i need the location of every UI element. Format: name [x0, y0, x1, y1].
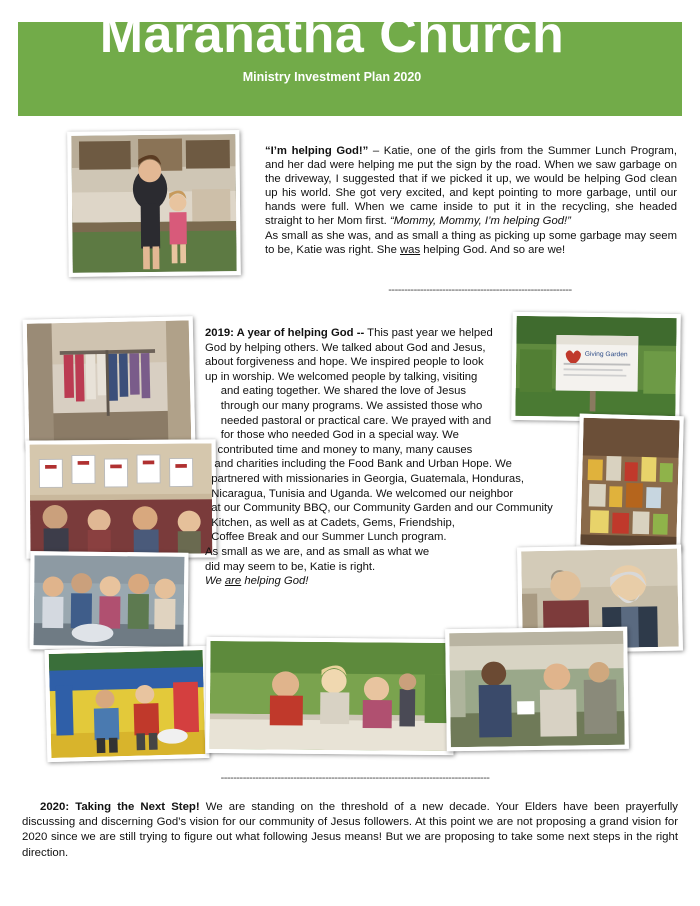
divider-top: ---------------------------------------------------------- [388, 284, 572, 296]
story-line: partnered with missionaries in Georgia, Guatemala, Honduras, [205, 472, 524, 485]
photo-clothing-racks [23, 316, 196, 450]
photo-kids-on-blanket [205, 637, 454, 755]
photo-katie-and-woman [67, 130, 241, 277]
photo-outdoor-gathering [445, 627, 629, 752]
photo-outdoor-gathering-graphic [449, 631, 625, 747]
story-line: 2019: A year of helping God -- This past year we helped [205, 327, 493, 339]
page-subtitle: Ministry Investment Plan 2020 [242, 70, 422, 84]
divider-bottom: ------------------------------------------------------------------------------------- [220, 772, 490, 784]
story-line: needed pastoral or practical care. We prayed with and [205, 414, 492, 427]
story-block [205, 326, 575, 589]
photo-kids-on-blanket-graphic [210, 641, 451, 751]
photo-girls-group-graphic [34, 555, 185, 647]
story-line: through our many programs. We assisted those who [205, 399, 483, 412]
photo-katie-and-woman-graphic [71, 134, 236, 273]
story-line: We are helping God! [205, 575, 309, 588]
story-line: Coffee Break and our Summer Lunch program. [205, 531, 447, 544]
story-line: up in worship. We welcomed people by talking, visiting [205, 370, 478, 383]
story-line: about forgiveness and hope. We inspired people to look [205, 356, 484, 369]
story-line: at our Community BBQ, our Community Garden and our Community [205, 502, 553, 515]
photo-bouncy-castle-kids-graphic [49, 650, 206, 758]
story-line: Nicaragua, Tunisia and Uganda. We welcomed our neighbor [205, 487, 514, 500]
story-line: Kitchen, as well as at Cadets, Gems, Friendship, [205, 516, 455, 529]
story-line: did may seem to be, Katie is right. [205, 560, 376, 573]
story-line: for those who needed God in a special way. We [205, 429, 459, 442]
story-line: God by helping others. We talked about God and Jesus, [205, 341, 486, 354]
intro-paragraph: “I’m helping God!” – Katie, one of the girls from the Summer Lunch Program, and her dad were helping me put the sign by the road. When we saw garbage on the driveway, I suggested that if we picked it up, we would be helping God clean up his world. She got very excited, and kept pointing to more garbage, until our hands were full. When we came inside to put it in the recycling, she headed straight to her Mom first. “Mommy, Mommy, I’m helping God!” As small as she was, and as small a thing as picking up some garbage may seem to be, Katie was right. She was helping God. And so are we! [265, 145, 677, 256]
story-line: contributed time and money to many, many causes [205, 443, 473, 456]
story-line: As small as we are, and as small as what we [205, 545, 430, 558]
svg-text:Giving Garden: Giving Garden [584, 350, 628, 359]
page-title: Maranatha Church [99, 6, 565, 64]
story-line: and charities including the Food Bank and Urban Hope. We [205, 458, 512, 471]
photo-bouncy-castle-kids [45, 646, 210, 762]
photo-children-crafts [26, 439, 217, 558]
photo-clothing-racks-graphic [27, 320, 192, 445]
photo-girls-group [29, 551, 188, 651]
photo-food-donations [576, 414, 683, 552]
photo-children-crafts-graphic [30, 443, 213, 554]
footer-paragraph: 2020: Taking the Next Step! We are standing on the threshold of a new decade. Your Elders have been prayerfully discussing and discerning God’s vision for our community of Jesus followers. At this point we are not proposing a grand vision for 2020 since we are still trying to figure out what following Jesus means! But we are proposing to take some next steps in the right direction. [22, 801, 679, 859]
story-line: and eating together. We shared the love of Jesus [205, 385, 467, 398]
photo-food-donations-graphic [580, 418, 679, 547]
